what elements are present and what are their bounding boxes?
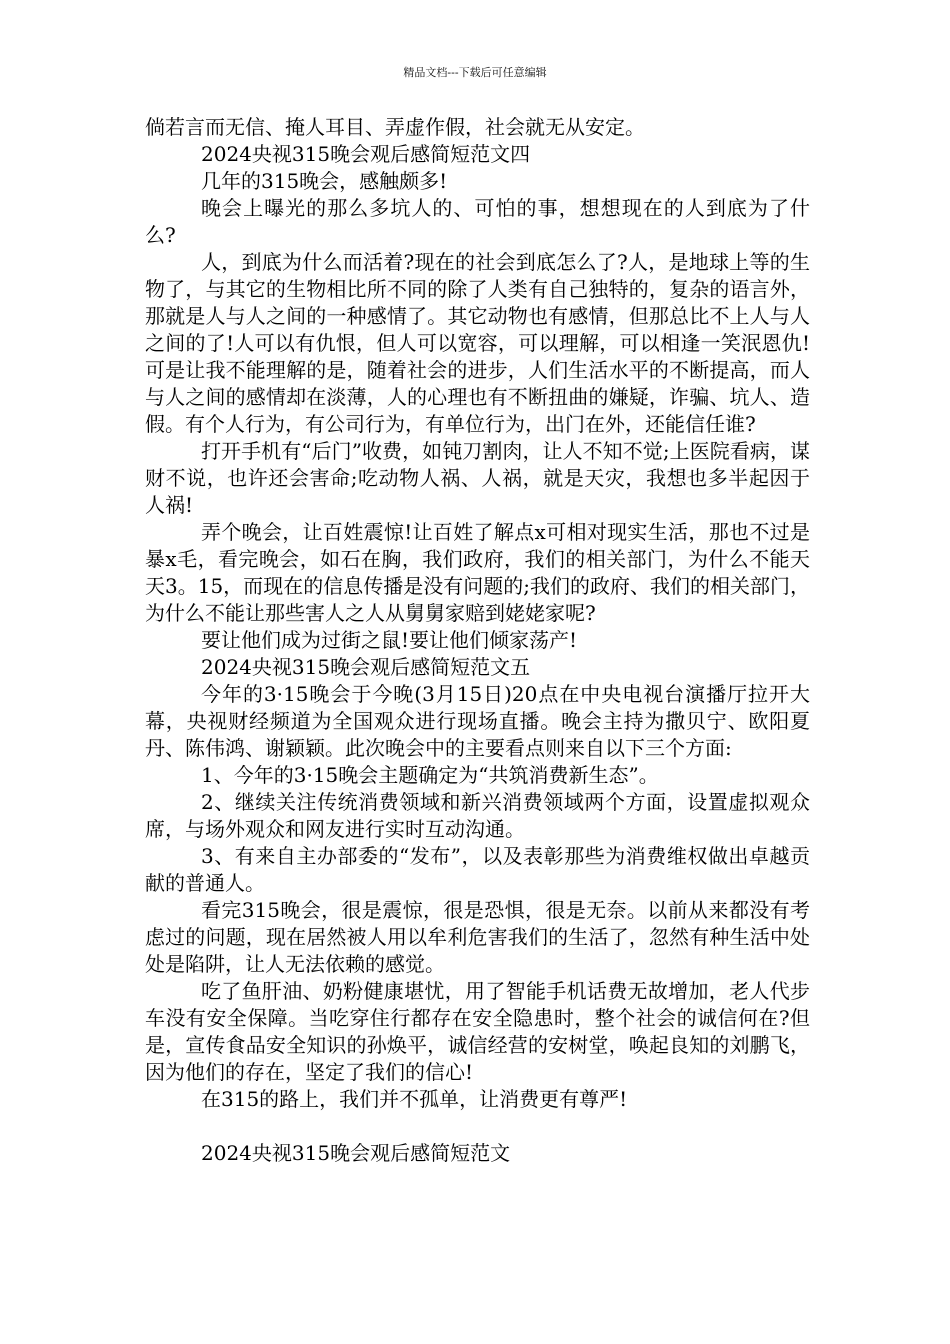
paragraph: 人，到底为什么而活着?现在的社会到底怎么了?人，是地球上等的生物了，与其它的生物相比所不同的除了人类有自己独特的，复杂的语言外，那就是人与人之间的一种感情了。其它动物也有感情，但那总比不上人与人之间的了!人可以有仇恨，但人可以宽容，可以理解，可以相逢一笑泯恩仇!可是让我不能理解的是，随着社会的进步，人们生活水平的不断提高，而人与人之间的感情却在淡薄，人的心理也有不断扭曲的嫌疑，诈骗、坑人、造假。有个人行为，有公司行为，有单位行为，出门在外，还能信任谁?	[145, 250, 810, 436]
section-title: 2024央视315晚会观后感简短范文五	[201, 655, 531, 679]
paragraph: 今年的3·15晚会于今晚(3月15日)20点在中央电视台演播厅拉开大幕，央视财经频道为全国观众进行现场直播。晚会主持为撒贝宁、欧阳夏丹、陈伟鸿、谢颖颖。此次晚会中的主要看点则来自以下三个方面:	[145, 682, 810, 760]
paragraph: 要让他们成为过街之鼠!要让他们倾家荡产!	[201, 628, 578, 652]
page-header: 精品文档---下载后可任意编辑	[403, 66, 547, 79]
section-title: 2024央视315晚会观后感简短范文四	[201, 142, 531, 166]
paragraph: 几年的315晚会，感触颇多!	[201, 169, 448, 193]
paragraph: 晚会上曝光的那么多坑人的、可怕的事，想想现在的人到底为了什么?	[145, 196, 810, 247]
paragraph: 在315的路上，我们并不孤单，让消费更有尊严!	[201, 1087, 628, 1111]
paragraph: 吃了鱼肝油、奶粉健康堪忧，用了智能手机话费无故增加，老人代步车没有安全保障。当吃穿住行都存在安全隐患时，整个社会的诚信何在?但是，宣传食品安全知识的孙焕平，诚信经营的安树堂，唤起良知的刘鹏飞，因为他们的存在，坚定了我们的信心!	[145, 979, 810, 1084]
paragraph: 弄个晚会，让百姓震惊!让百姓了解点x可相对现实生活，那也不过是暴x毛，看完晚会，如石在胸，我们政府，我们的相关部门，为什么不能天天3。15，而现在的信息传播是没有问题的;我们的政府、我们的相关部门，为什么不能让那些害人之人从舅舅家赔到姥姥家呢?	[145, 520, 810, 625]
paragraph: 倘若言而无信、掩人耳目、弄虚作假，社会就无从安定。	[145, 115, 645, 139]
list-item: 1、今年的3·15晚会主题确定为“共筑消费新生态”。	[201, 763, 659, 787]
paragraph: 看完315晚会，很是震惊，很是恐惧，很是无奈。以前从来都没有考虑过的问题，现在居然被人用以牟利危害我们的生活了，忽然有种生活中处处是陷阱，让人无法依赖的感觉。	[145, 898, 810, 976]
footer-section-title: 2024央视315晚会观后感简短范文	[201, 1141, 511, 1165]
paragraph: 打开手机有“后门”收费，如钝刀割肉，让人不知不觉;上医院看病，谋财不说，也许还会害命;吃动物人祸、人祸，就是天灾，我想也多半起因于人祸!	[145, 439, 810, 517]
list-item: 2、继续关注传统消费领域和新兴消费领域两个方面，设置虚拟观众席，与场外观众和网友进行实时互动沟通。	[145, 790, 810, 841]
blank-line	[145, 1113, 810, 1140]
document-body	[145, 114, 810, 1167]
list-item: 3、有来自主办部委的“发布”，以及表彰那些为消费维权做出卓越贡献的普通人。	[145, 844, 810, 895]
